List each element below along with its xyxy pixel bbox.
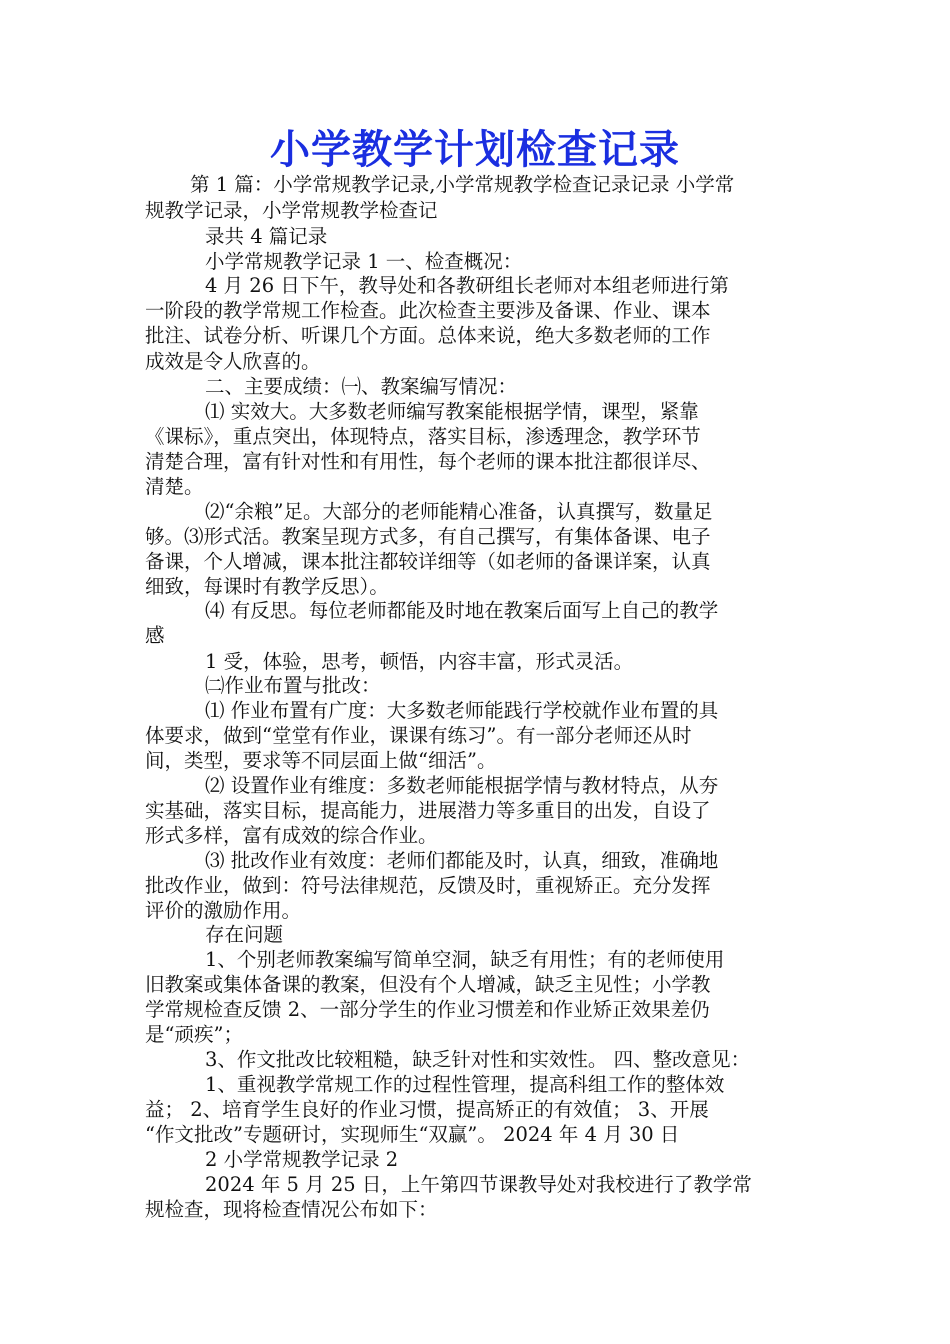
text-line: 够。⑶形式活。教案呈现方式多，有自己撰写，有集体备课、电子 bbox=[145, 525, 711, 548]
text-line: 1、重视教学常规工作的过程性管理，提高科组工作的整体效 bbox=[205, 1073, 725, 1096]
text-line: 是“顽疾”； bbox=[145, 1023, 243, 1046]
text-line: 4 月 26 日下午，教导处和各教研组长老师对本组老师进行第 bbox=[205, 274, 729, 297]
text-line: 一阶段的教学常规工作检查。此次检查主要涉及备课、作业、课本 bbox=[145, 299, 711, 322]
text-line: 细致，每课时有教学反思）。 bbox=[145, 575, 389, 598]
text-line: 2 小学常规教学记录 2 bbox=[205, 1148, 399, 1171]
text-line: 存在问题 bbox=[205, 923, 284, 946]
text-line: 形式多样，富有成效的综合作业。 bbox=[145, 824, 438, 847]
text-line: 实基础，落实目标，提高能力，进展潜力等多重目的出发，自设了 bbox=[145, 799, 711, 822]
text-line: 清楚合理，富有针对性和有用性，每个老师的课本批注都很详尽、 bbox=[145, 450, 711, 473]
text-line: 1、个别老师教案编写简单空洞，缺乏有用性；有的老师使用 bbox=[205, 948, 725, 971]
text-line: ⑵“余粮”足。大部分的老师能精心准备，认真撰写，数量足 bbox=[205, 500, 713, 523]
text-line: 备课，个人增减，课本批注都较详细等（如老师的备课详案，认真 bbox=[145, 550, 711, 573]
text-line: 小学常规教学记录 1 一、检查概况： bbox=[205, 250, 523, 273]
text-line: ㈡作业布置与批改： bbox=[205, 674, 381, 697]
text-line: 3、作文批改比较粗糙，缺乏针对性和实效性。 四、整改意见： bbox=[205, 1048, 751, 1071]
text-line: 《课标》，重点突出，体现特点，落实目标，渗透理念，教学环节 bbox=[145, 425, 701, 448]
text-line: 1 受，体验，思考，顿悟，内容丰富，形式灵活。 bbox=[205, 650, 634, 673]
text-line: 录共 4 篇记录 bbox=[205, 225, 328, 248]
text-line: 间，类型，要求等不同层面上做“细活”。 bbox=[145, 749, 497, 772]
text-line: 规教学记录，小学常规教学检查记 bbox=[145, 199, 438, 222]
text-line: 感 bbox=[145, 624, 165, 647]
text-line: ⑷ 有反思。每位老师都能及时地在教案后面写上自己的教学 bbox=[205, 599, 719, 622]
text-line: ⑶ 批改作业有效度：老师们都能及时，认真，细致，准确地 bbox=[205, 849, 719, 872]
text-line: ⑴ 作业布置有广度：大多数老师能践行学校就作业布置的具 bbox=[205, 699, 719, 722]
text-line: 2024 年 5 月 25 日，上午第四节课教导处对我校进行了教学常 bbox=[205, 1173, 752, 1196]
text-line: ⑵ 设置作业有维度：多数老师能根据学情与教材特点，从夯 bbox=[205, 774, 719, 797]
text-line: 益； 2、培育学生良好的作业习惯，提高矫正的有效值； 3、开展 bbox=[145, 1098, 709, 1121]
text-line: 批改作业，做到：符号法律规范，反馈及时，重视矫正。充分发挥 bbox=[145, 874, 711, 897]
text-line: 二、主要成绩：㈠、教案编写情况： bbox=[205, 375, 518, 398]
text-line: 旧教案或集体备课的教案，但没有个人增减，缺乏主见性；小学教 bbox=[145, 973, 711, 996]
text-line: 评价的激励作用。 bbox=[145, 899, 302, 922]
document-title: 小学教学计划检查记录 bbox=[270, 127, 680, 173]
text-line: 成效是令人欣喜的。 bbox=[145, 350, 321, 373]
text-line: 体要求，做到“堂堂有作业，课课有练习”。有一部分老师还从时 bbox=[145, 724, 692, 747]
text-line: 批注、试卷分析、听课几个方面。总体来说，绝大多数老师的工作 bbox=[145, 324, 711, 347]
text-line: 规检查，现将检查情况公布如下： bbox=[145, 1198, 438, 1221]
text-line: 第 1 篇：小学常规教学记录,小学常规教学检查记录记录 小学常 bbox=[190, 173, 735, 196]
text-line: 学常规检查反馈 2、一部分学生的作业习惯差和作业矫正效果差仍 bbox=[145, 998, 710, 1021]
text-line: ⑴ 实效大。大多数老师编写教案能根据学情，课型，紧靠 bbox=[205, 400, 699, 423]
text-line: 清楚。 bbox=[145, 475, 204, 498]
text-line: “作文批改”专题研讨，实现师生“双赢”。 2024 年 4 月 30 日 bbox=[145, 1123, 680, 1146]
